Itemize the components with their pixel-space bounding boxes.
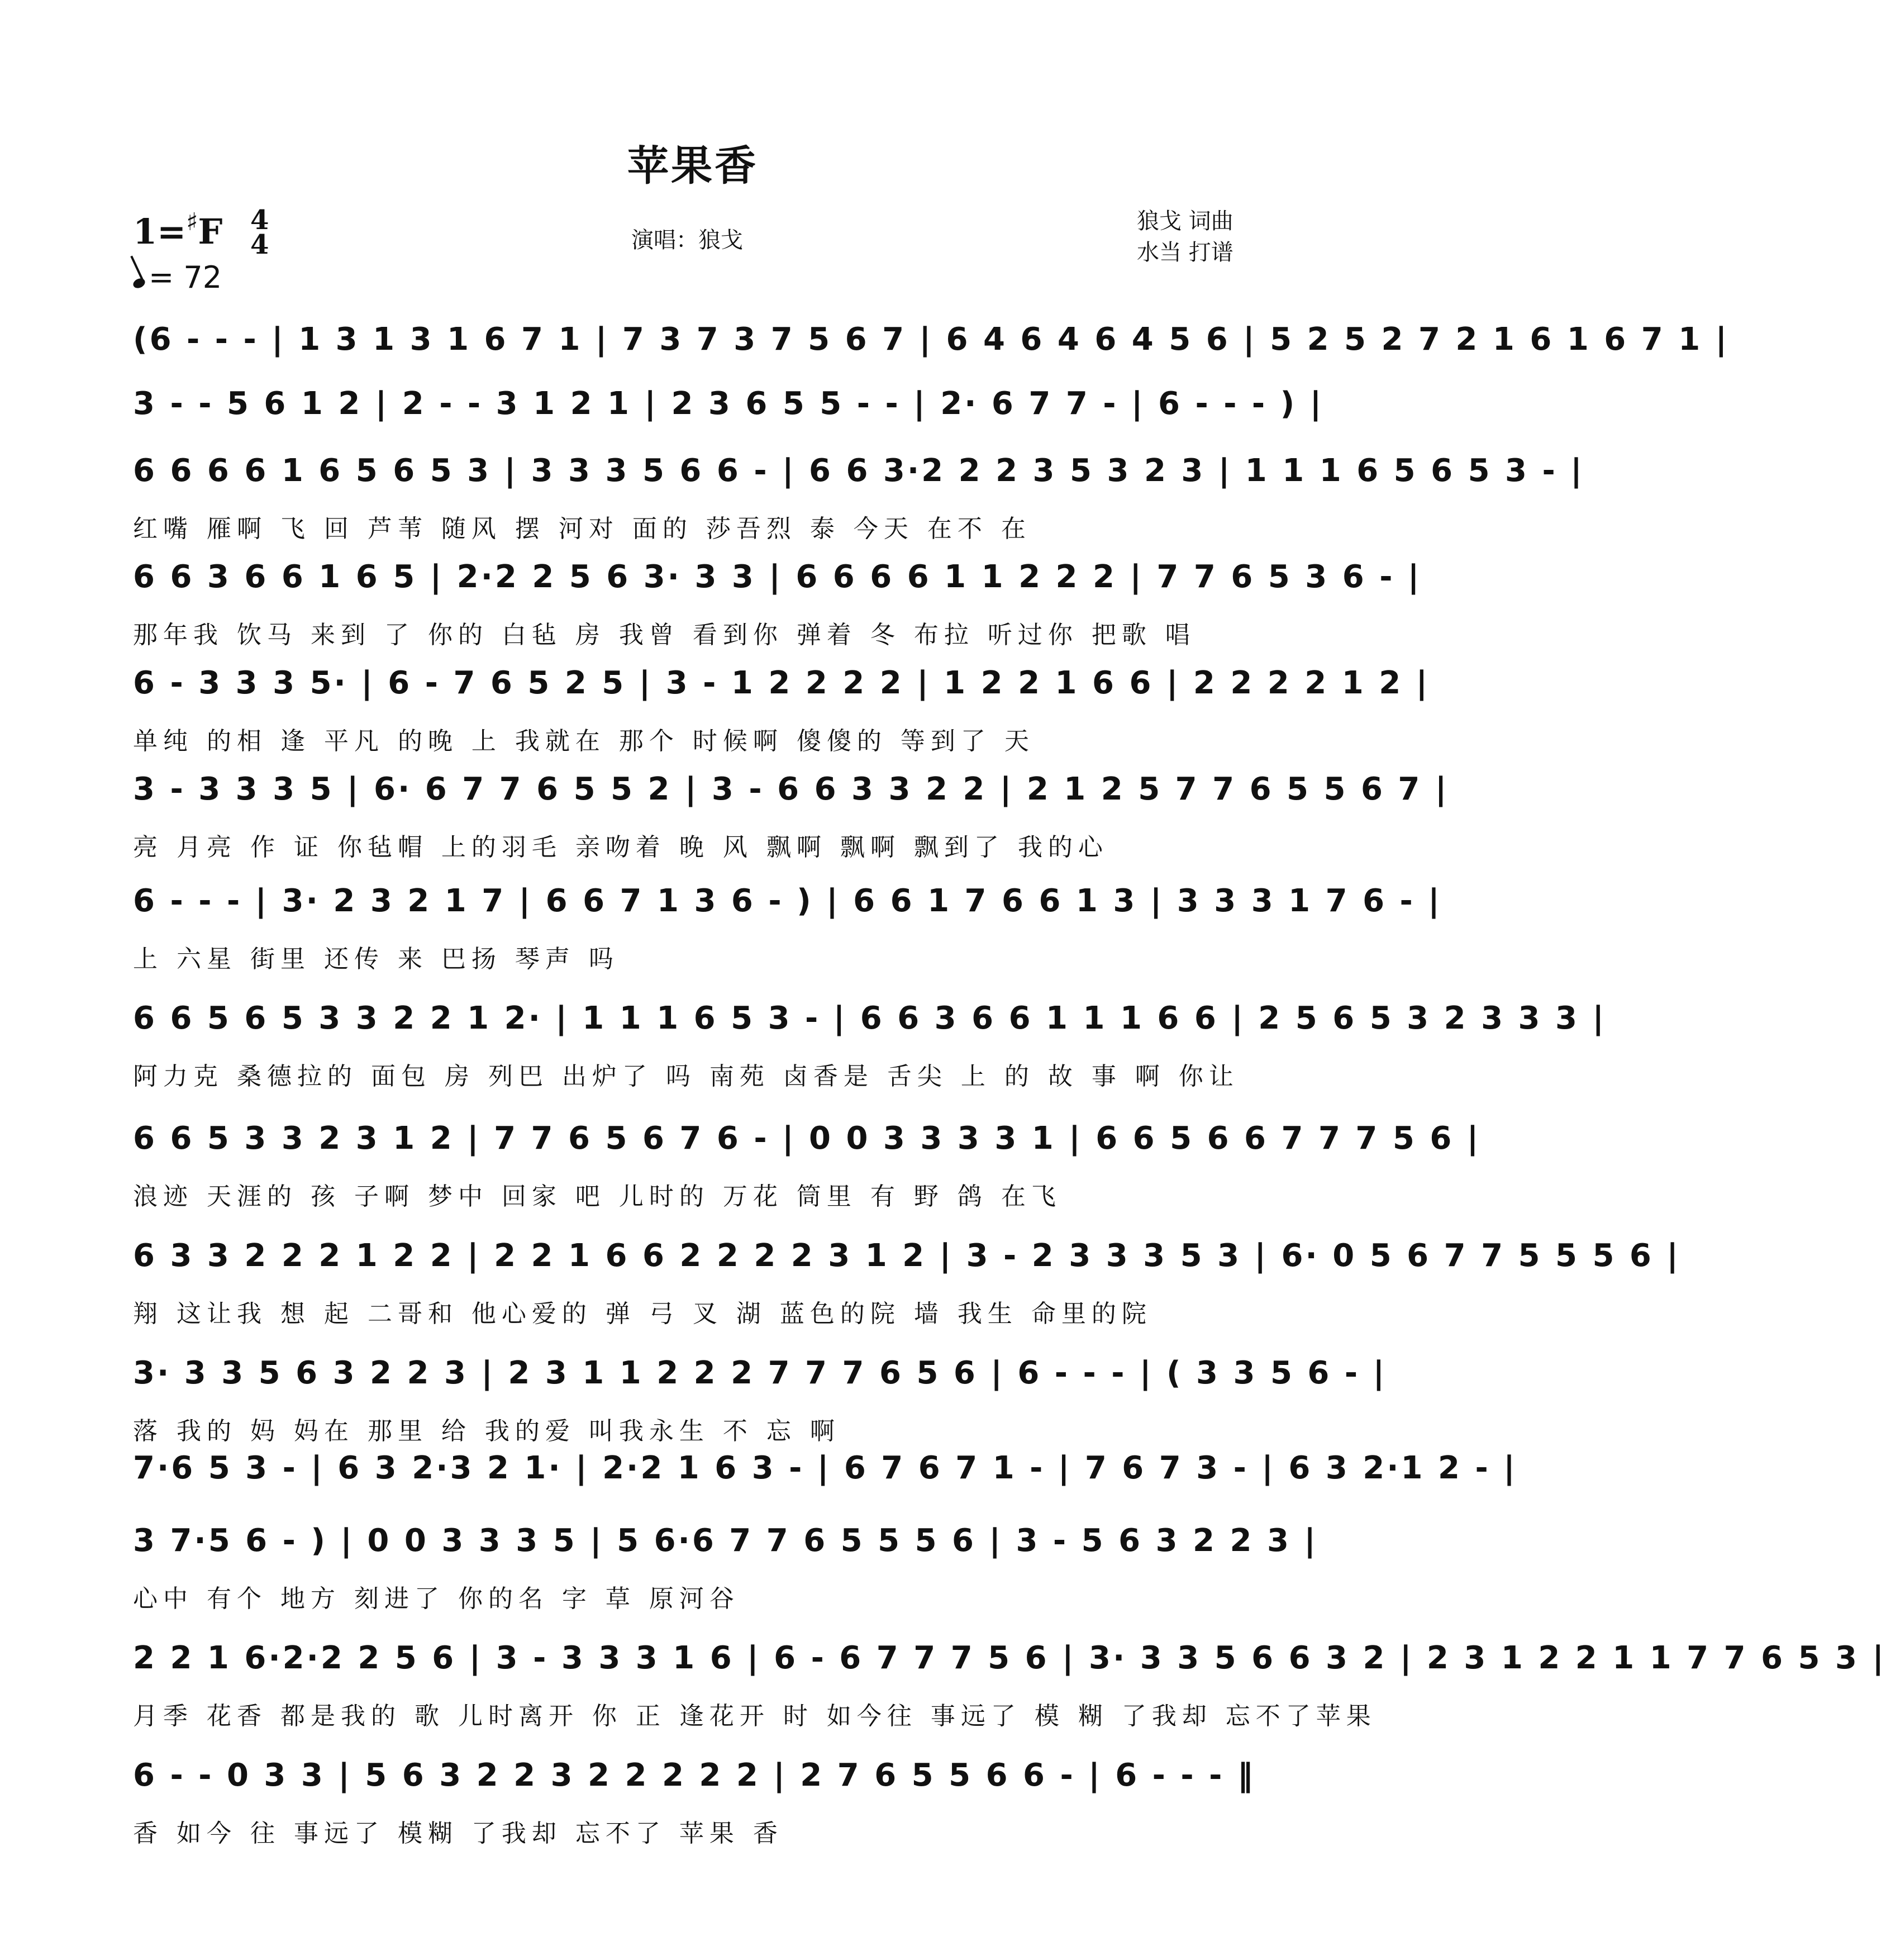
- page-title: 苹果香: [627, 142, 758, 190]
- singer-credit: 演唱：狼戈: [631, 227, 743, 253]
- notation: 3 - - 5 6 1 2 | 2 - - 3 1 2 1 | 2 3 6 5 5 - - | 2· 6 7 7 - | 6 - - - ) |: [133, 386, 1324, 422]
- time-signature: [250, 204, 269, 260]
- notation: 2 2 1 6·2·2 2 5 6 | 3 - 3 3 3 1 6 | 6 - 6 7 7 7 5 6 | 3· 3 3 5 6 6 3 2 | 2 3 1 2 2 1 1 7 7 6 5 3 |: [133, 1640, 1886, 1676]
- notation: 6 - - - | 3· 2 3 2 1 7 | 6 6 7 1 3 6 - ) | 6 6 1 7 6 6 1 3 | 3 3 3 1 7 6 - |: [133, 883, 1442, 919]
- notation: (6 - - - | 1 3 1 3 1 6 7 1 | 7 3 7 3 7 5 6 7 | 6 4 6 4 6 4 5 6 | 5 2 5 2 7 2 1 6 1 6 7 1 |: [133, 321, 1730, 358]
- notation: 7·6 5 3 - | 6 3 2·3 2 1· | 2·2 1 6 3 - | 6 7 6 7 1 - | 7 6 7 3 - | 6 3 2·1 2 - |: [133, 1450, 1517, 1486]
- tempo-value: = 72: [149, 260, 222, 295]
- lyrics: 浪迹 天涯的 孩 子啊 梦中 回家 吧 儿时的 万花 筒里 有 野 鸽 在飞: [133, 1182, 1061, 1211]
- lyrics: 单纯 的相 逢 平凡 的晚 上 我就在 那个 时候啊 傻傻的 等到了 天: [133, 727, 1035, 755]
- quarter-note-icon: [132, 277, 147, 290]
- lyrics: 翔 这让我 想 起 二哥和 他心爱的 弹 弓 叉 湖 蓝色的院 墙 我生 命里的院: [133, 1300, 1152, 1328]
- lyrics: 红嘴 雁啊 飞 回 芦苇 随风 摆 河对 面的 莎吾烈 泰 今天 在不 在: [133, 515, 1031, 543]
- notation: 6 6 3 6 6 1 6 5 | 2·2 2 5 6 3· 3 3 | 6 6 6 6 1 1 2 2 2 | 7 7 6 5 3 6 - |: [133, 559, 1422, 595]
- lyrics: 亮 月亮 作 证 你毡帽 上的羽毛 亲吻着 晚 风 飘啊 飘啊 飘到了 我的心: [133, 833, 1108, 862]
- time-signature-top: 4: [250, 204, 269, 236]
- key-signature: [133, 208, 223, 252]
- lyrics: 落 我的 妈 妈在 那里 给 我的爱 叫我永生 不 忘 啊: [133, 1417, 840, 1445]
- notation: 6 - 3 3 3 5· | 6 - 7 6 5 2 5 | 3 - 1 2 2 2 2 | 1 2 2 1 6 6 | 2 2 2 2 1 2 |: [133, 665, 1430, 701]
- lyrics: 香 如今 往 事远了 模糊 了我却 忘不了 苹果 香: [133, 1819, 783, 1848]
- key-note: F: [198, 211, 223, 252]
- tempo-marking: [133, 260, 222, 295]
- lyrics: 月季 花香 都是我的 歌 儿时离开 你 正 逢花开 时 如今往 事远了 模 糊 了我却 忘不了苹果: [133, 1702, 1377, 1730]
- notation: 6 6 6 6 1 6 5 6 5 3 | 3 3 3 5 6 6 - | 6 6 3·2 2 2 3 5 3 2 3 | 1 1 1 6 5 6 5 3 - |: [133, 453, 1584, 489]
- notation: 6 6 5 3 3 2 3 1 2 | 7 7 6 5 6 7 6 - | 0 0 3 3 3 3 1 | 6 6 5 6 6 7 7 7 5 6 |: [133, 1120, 1481, 1157]
- notation: 6 3 3 2 2 2 1 2 2 | 2 2 1 6 6 2 2 2 2 3 1 2 | 3 - 2 3 3 3 5 3 | 6· 0 5 6 7 7 5 5 5 6 |: [133, 1238, 1680, 1274]
- lyricist-composer-credit: 狼戈 词曲: [1137, 208, 1233, 234]
- credits: [1137, 206, 1233, 268]
- lyrics: 阿力克 桑德拉的 面包 房 列巴 出炉了 吗 南苑 卤香是 舌尖 上 的 故 事 啊 你让: [133, 1062, 1239, 1091]
- notation: 6 6 5 6 5 3 3 2 2 1 2· | 1 1 1 6 5 3 - | 6 6 3 6 6 1 1 1 6 6 | 2 5 6 5 3 2 3 3 3 |: [133, 1000, 1606, 1036]
- lyrics: 那年我 饮马 来到 了 你的 白毡 房 我曾 看到你 弹着 冬 布拉 听过你 把歌 唱: [133, 621, 1196, 649]
- notation: 3 - 3 3 3 5 | 6· 6 7 7 6 5 5 2 | 3 - 6 6 3 3 2 2 | 2 1 2 5 7 7 6 5 5 6 7 |: [133, 771, 1449, 807]
- lyrics: 心中 有个 地方 刻进了 你的名 字 草 原河谷: [133, 1585, 740, 1613]
- sharp-symbol: ♯: [186, 208, 198, 236]
- notation: 3· 3 3 5 6 3 2 2 3 | 2 3 1 1 2 2 2 7 7 7 6 5 6 | 6 - - - | ( 3 3 5 6 - |: [133, 1355, 1387, 1391]
- notation: 6 - - 0 3 3 | 5 6 3 2 2 3 2 2 2 2 2 | 2 7 6 5 5 6 6 - | 6 - - - ‖: [133, 1757, 1255, 1794]
- notation: 3 7·5 6 - ) | 0 0 3 3 3 5 | 5 6·6 7 7 6 5 5 5 6 | 3 - 5 6 3 2 2 3 |: [133, 1523, 1318, 1559]
- lyrics: 上 六星 街里 还传 来 巴扬 琴声 吗: [133, 945, 619, 973]
- key-prefix: 1=: [133, 211, 187, 252]
- transcriber-credit: 水当 打谱: [1137, 240, 1233, 265]
- time-signature-bottom: 4: [250, 229, 269, 260]
